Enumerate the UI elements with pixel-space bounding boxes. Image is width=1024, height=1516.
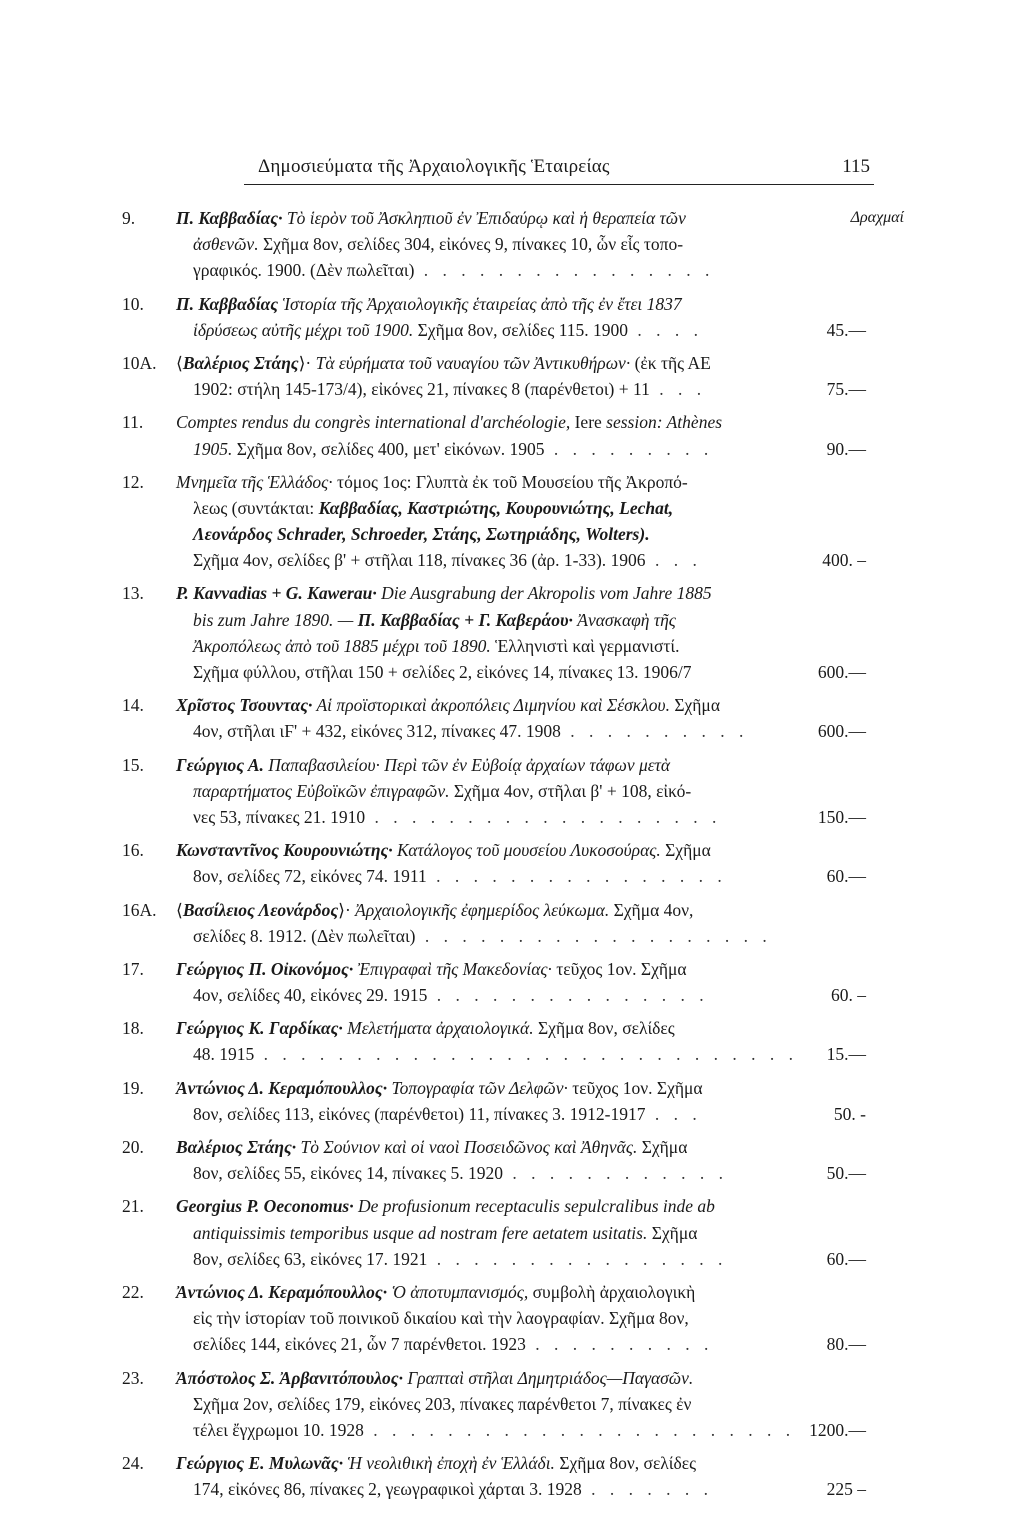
entry-spacer [0,343,1024,350]
price-value: 600.— [817,662,866,682]
entry-line [0,778,1024,804]
entry-line [0,1160,1024,1186]
entry-line [0,659,1024,685]
entry-text [193,547,702,573]
description-text: Σχῆμα [660,840,711,861]
entry-text [193,718,748,744]
dot-leader: . . . [645,1103,702,1124]
price-value: 60. – [831,985,866,1006]
entry-number: 23. [122,1367,144,1388]
entry-spacer [0,1008,1024,1015]
entry-text [176,897,693,923]
entry-line [0,1015,1024,1041]
description-text: εἰς τὴν ἱστορίαν τοῦ ποινικοῦ δικαίου καὶ τὴν λαογραφίαν. Σχῆμα 8ον, [193,1308,689,1329]
entry-text [176,1193,715,1219]
work-title: Ἡ νεολιθικὴ ἐποχὴ ἐν Ἑλλάδι. [343,1453,555,1474]
work-title: antiquissimis temporibus usque ad nostram fere aetatem usitatis. [193,1222,648,1243]
entry-spacer [0,890,1024,897]
description-text: Σχῆμα 8ον, σελίδες [533,1018,675,1039]
description-text: τέλει ἔγχρωμοι 10. 1928 [193,1419,364,1440]
entry-line [0,1417,1024,1443]
entry-spacer [0,1272,1024,1279]
entry-line [0,231,1024,257]
author-name: Γεώργιος Α. [176,754,264,775]
entry-text [193,607,676,633]
price-value: 150.— [817,806,866,827]
dot-leader: . . . . . . . . . . . . . . . . [426,866,727,887]
entry-line [0,837,1024,863]
dot-leader: . . . . . . . . . . [525,1334,714,1355]
description-text: 4ον, σελίδες 40, εἰκόνες 29. 1915 [193,985,428,1006]
publication-entry [0,580,1024,692]
price-value: 80.— [826,1334,866,1355]
entry-number: 10. [122,293,144,314]
author-name: Ἀντώνιος Δ. Κεραμόπουλλος· [176,1281,388,1302]
entry-line [0,752,1024,778]
entry-spacer [0,1443,1024,1450]
publication-entry [0,1134,1024,1193]
entry-line [0,436,1024,462]
entry-text [193,1246,727,1272]
price-value: 50.— [826,1163,866,1184]
entry-line [0,580,1024,606]
entry-text [176,291,682,317]
price-value: 600.— [817,721,866,742]
dot-leader: . . . . . . . . . . . . . . . . [427,1248,728,1269]
entry-number: 15. [122,754,144,775]
price-value: 75.— [826,379,866,400]
publication-entry [0,1365,1024,1451]
description-text: ⟩· [338,899,351,920]
publication-entry [0,837,1024,896]
entry-number: 12. [122,471,144,492]
entry-text [193,778,691,804]
work-title: 1905. [193,438,233,459]
dot-leader: . . . . . . . . . . . . . . . . [414,260,715,281]
entry-text [193,1305,689,1331]
entry-spacer [0,402,1024,409]
entry-number: 18. [122,1018,144,1039]
entry-line [0,607,1024,633]
work-title: ἀσθενῶν. [193,234,259,255]
work-title: Μνημεῖα τῆς Ἑλλάδος· [176,471,333,492]
entry-line [0,350,1024,376]
description-text: Σχῆμα 8ον, σελίδες 115. 1900 [413,319,629,340]
entry-line [0,1331,1024,1357]
entry-text [193,1220,697,1246]
entry-text [176,1015,675,1041]
dot-leader: . . . . . . . . . [544,438,714,459]
description-text: σελίδες 144, εἰκόνες 21, ὧν 7 παρένθετοι. 1923 [193,1334,526,1355]
dot-leader: . . . . [628,319,704,340]
entry-spacer [0,1502,1024,1509]
entry-line [0,495,1024,521]
price-value: 50. - [833,1103,866,1124]
description-text: 8ον, σελίδες 72, εἰκόνες 74. 1911 [193,866,427,887]
description-text: ⟨ [176,899,183,920]
price-value: 90.— [826,438,866,459]
entry-text [193,436,713,462]
description-text: (ἐκ τῆς ΑΕ [630,352,711,373]
entry-number: 10Α. [122,352,157,373]
publication-list [0,205,1024,1509]
publication-entry [0,409,1024,468]
entry-line [0,1193,1024,1219]
entry-text [193,521,650,547]
entry-text [193,1101,702,1127]
entry-text [193,1041,798,1067]
author-name: Βαλέριος Στάης· [176,1137,297,1157]
description-text: 1902: στήλη 145-173/4), εἰκόνες 21, πίνακες 8 (παρένθετοι) + 11 [193,379,650,400]
price-value: 60.— [826,1248,866,1269]
entry-line [0,804,1024,830]
entry-text [176,1450,696,1476]
entry-line [0,409,1024,435]
work-title: Τοπογραφία τῶν Δελφῶν· [387,1077,568,1098]
description-text: τεῦχος 1ον. Σχῆμα [551,958,687,979]
entry-line [0,257,1024,283]
description-text: Σχῆμα 4ον, [609,899,694,920]
running-title: Δημοσιεύματα τῆς Ἀρχαιολογικῆς Ἑταιρείας [258,156,610,177]
entry-line [0,291,1024,317]
entry-line [0,1279,1024,1305]
description-text: σελίδες 8. 1912. (Δὲν πωλεῖται) [193,925,416,946]
publication-entry [0,692,1024,751]
entry-text [176,1075,703,1101]
entry-text [176,409,722,435]
entry-text [176,956,687,982]
description-text: Σχῆμα 8ον, σελίδες 304, εἰκόνες 9, πίνακες 10, ὧν εἷς τοπο- [258,234,684,255]
description-text: Σχῆμα 4ον, σελίδες β' + στῆλαι 118, πίνακες 36 (ἀρ. 1-33). 1906 [193,550,646,571]
entry-line [0,205,1024,231]
price-value: 225 – [826,1479,866,1500]
description-text: Σχῆμα [647,1222,698,1243]
description-text: τεῦχος 1ον. Σχῆμα [567,1077,703,1098]
description-text: Σχῆμα [637,1137,688,1157]
entry-number: 16Α. [122,899,157,920]
entry-text [193,257,714,283]
entry-text [176,350,711,376]
entry-text [193,863,727,889]
entry-line [0,376,1024,402]
entry-line [0,863,1024,889]
entry-line [0,1365,1024,1391]
author-name: Καββαδίας, Καστριώτης, Κουρουνιώτης, Lechat, [318,497,674,518]
currency-label: Δραχμαί [850,209,904,226]
description-text: Ἑλληνιστὶ καὶ γερμανιστί. [490,635,680,656]
work-title: Κατάλογος τοῦ μουσείου Λυκοσούρας. [392,840,661,861]
publication-entry [0,956,1024,1015]
dot-leader: . . . . . . . . . . . . . . . [427,985,709,1006]
description-text: 8ον, σελίδες 63, εἰκόνες 17. 1921 [193,1248,428,1269]
author-name: Π. Καββαδίας· [176,208,283,228]
entry-spacer [0,284,1024,291]
entry-line [0,1246,1024,1272]
entry-text [193,1331,713,1357]
entry-text [193,1417,795,1443]
entry-number: 17. [122,958,144,979]
entry-number: 20. [122,1137,144,1157]
entry-text [193,1160,728,1186]
work-title: ἱδρύσεως αὐτῆς μέχρι τοῦ 1900. [193,319,414,340]
entry-number: 24. [122,1453,144,1474]
entry-line [0,982,1024,1008]
entry-line [0,633,1024,659]
entry-number: 16. [122,840,144,861]
work-title: Ἀρχαιολογικῆς ἐφημερίδος λεύκωμα. [350,899,610,920]
description-text: Σχῆμα 8ον, σελίδες [554,1453,697,1474]
entry-text [193,804,721,830]
author-name: Ἀντώνιος Δ. Κεραμόπουλλος· [176,1077,388,1098]
header-rule [244,184,874,185]
entry-spacer [0,745,1024,752]
work-title: Αἱ προϊστορικαὶ ἀκροπόλεις Διμηνίου καὶ Σέσκλου. [312,695,670,716]
entry-text [176,1134,687,1160]
description-text: ⟨ [176,352,183,373]
entry-text [193,982,709,1008]
entry-spacer [0,1068,1024,1075]
work-title: bis zum Jahre 1890. — [193,609,358,630]
entry-text [176,205,686,231]
description-text: 8ον, σελίδες 55, εἰκόνες 14, πίνακες 5. 1920 [193,1163,503,1184]
publication-entry [0,1075,1024,1134]
description-text: συμβολὴ ἀρχαιολογικὴ [528,1281,696,1302]
dot-leader: . . . [649,379,707,400]
price-value: 1200.— [809,1419,866,1440]
entry-spacer [0,1186,1024,1193]
entry-number: 19. [122,1077,144,1098]
author-name: Βαλέριος Στάης [182,352,299,373]
entry-line [0,1450,1024,1476]
description-text: λεως (συντάκται: [193,497,319,518]
entry-spacer [0,573,1024,580]
publication-entry [0,1450,1024,1509]
description-text: Iere [570,412,607,433]
entry-text [193,376,706,402]
entry-text [193,1391,691,1417]
entry-text [193,1476,713,1502]
entry-line [0,1134,1024,1160]
publication-entry [0,897,1024,956]
entry-spacer [0,1358,1024,1365]
dot-leader: . . . . . . . [581,1479,713,1500]
work-title: Ἐπιγραφαὶ τῆς Μακεδονίας· [353,958,552,979]
work-title: Comptes rendus du congrès international d'archéologie, [176,412,571,433]
entry-text [176,752,670,778]
price-value: 15.— [826,1044,866,1065]
entry-text [193,495,673,521]
author-name: Π. Καββαδίας + Γ. Καβεράου· [357,609,573,630]
entry-line [0,521,1024,547]
publication-entry [0,469,1024,581]
entry-text [176,469,688,495]
entry-number: 21. [122,1196,144,1217]
entry-line [0,1476,1024,1502]
author-name: Κωνσταντῖνος Κουρουνιώτης· [176,840,393,861]
entry-line [0,897,1024,923]
publication-entry [0,1279,1024,1365]
author-name: Georgius P. Oeconomus· [176,1196,354,1217]
entry-line [0,1041,1024,1067]
entry-line [0,923,1024,949]
entry-line [0,956,1024,982]
author-name: Π. Καββαδίας [176,293,279,314]
dot-leader: . . . . . . . . . . . . [502,1163,728,1184]
description-text: τόμος 1ος: Γλυπτὰ ἐκ τοῦ Μουσείου τῆς Ἀκροπό- [332,471,688,492]
work-title: Die Ausgrabung der Akropolis vom Jahre 1885 [376,583,712,604]
work-title: Ἀκροπόλεως ἀπὸ τοῦ 1885 μέχρι τοῦ 1890. [193,635,491,656]
description-text: 8ον, σελίδες 113, εἰκόνες (παρένθετοι) 11, πίνακες 3. 1912-1917 [193,1103,646,1124]
price-value: 400. – [822,550,866,571]
description-text: Σχῆμα 2ον, σελίδες 179, εἰκόνες 203, πίνακες παρένθετοι 7, πίνακες ἐν [193,1393,692,1414]
entry-number: 13. [122,583,144,604]
entry-text [193,923,772,949]
entry-line [0,317,1024,343]
author-name: Λεονάρδος Schrader, Schroeder, Στάης, Σωτηριάδης, Wolters). [193,524,650,545]
entry-line [0,1075,1024,1101]
work-title: Γραπταὶ στῆλαι Δημητριάδος—Παγασῶν. [402,1367,694,1388]
description-text: Σχῆμα [669,695,720,716]
description-text: Σχῆμα φύλλου, στῆλαι 150 + σελίδες 2, εἰκόνες 14, πίνακες 13. 1906/7 [193,662,692,682]
description-text: 174, εἰκόνες 86, πίνακες 2, γεωγραφικοὶ χάρται 3. 1928 [193,1479,582,1500]
dot-leader: . . . . . . . . . . . . . . . . . . . . . . . [363,1419,796,1440]
author-name: Γεώργιος Π. Οἰκονόμος· [176,958,354,979]
description-text: νες 53, πίνακες 21. 1910 [193,806,366,827]
entry-spacer [0,462,1024,469]
work-title: Τὰ εὑρήματα τοῦ ναυαγίου τῶν Ἀντικυθήρων· [311,352,631,373]
work-title: session: Athènes [606,412,723,433]
entry-number: 14. [122,695,144,716]
work-title: De profusionum receptaculis sepulcralibus inde ab [353,1196,715,1217]
entry-text [193,231,683,257]
description-text: γραφικός. 1900. (Δὲν πωλεῖται) [193,260,415,281]
dot-leader: . . . . . . . . . . . . . . . . . . . [365,806,722,827]
author-name: Ἀπόστολος Σ. Ἀρβανιτόπουλος· [176,1367,403,1388]
entry-line [0,1220,1024,1246]
entry-text [193,317,703,343]
entry-spacer [0,685,1024,692]
dot-leader: . . . . . . . . . . . . . . . . . . . [415,925,772,946]
price-value: 45.— [826,319,866,340]
publication-entry [0,291,1024,350]
entry-text [193,633,680,659]
entry-number: 11. [122,412,144,433]
entry-text [176,1279,695,1305]
description-text: Σχῆμα 4ον, στῆλαι β' + 108, εἰκό- [449,780,692,801]
entry-line [0,718,1024,744]
entry-spacer [0,830,1024,837]
entry-text [193,659,692,685]
dot-leader: . . . . . . . . . . . . . . . . . . . . . . . . . . . . . [254,1044,798,1065]
description-text: Σχῆμα 8ον, σελίδες 400, μετ' εἰκόνων. 1905 [232,438,545,459]
work-title: Παπαβασιλείου· Περὶ τῶν ἐν Εὐβοίᾳ ἀρχαίων τάφων μετὰ [263,754,671,775]
author-name: Γεώργιος Κ. Γαρδίκας· [176,1018,343,1039]
work-title: Ὁ ἀποτυμπανισμός, [387,1281,529,1302]
work-title: Μελετήματα ἀρχαιολογικά. [342,1018,534,1039]
entry-number: 22. [122,1281,144,1302]
publication-entry [0,1193,1024,1279]
entry-text [176,837,711,863]
work-title: Τὸ ἱερὸν τοῦ Ἀσκληπιοῦ ἐν Ἐπιδαύρῳ καὶ ἡ θεραπεία τῶν [282,208,686,228]
entry-spacer [0,949,1024,956]
dot-leader: . . . . . . . . . . [560,721,749,742]
entry-line [0,1391,1024,1417]
entry-line [0,1305,1024,1331]
entry-text [176,692,720,718]
dot-leader: . . . [645,550,702,571]
author-name: Βασίλειος Λεονάρδος [182,899,339,920]
work-title: Ἱστορία τῆς Ἀρχαιολογικῆς ἑταιρείας ἀπὸ τῆς ἐν ἔτει 1837 [278,293,682,314]
entry-line [0,1101,1024,1127]
entry-text [176,580,712,606]
author-name: P. Kavvadias + G. Kawerau· [176,583,377,604]
description-text: 4ον, στῆλαι ιϜ' + 432, εἰκόνες 312, πίνακες 47. 1908 [193,721,561,742]
work-title: Τὸ Σούνιον καὶ οἱ ναοὶ Ποσειδῶνος καὶ Ἀθηνᾶς. [296,1137,638,1157]
work-title: Ἀνασκαφὴ τῆς [572,609,676,630]
description-text: ⟩· [298,352,312,373]
author-name: Γεώργιος Ε. Μυλωνᾶς· [176,1453,344,1474]
price-value: 60.— [826,866,866,887]
entry-number: 9. [122,208,136,228]
entry-line [0,469,1024,495]
author-name: Χρῖστος Τσουντας· [176,695,313,716]
page-number: 115 [842,156,870,177]
entry-line [0,547,1024,573]
work-title: παραρτήματος Εὐβοϊκῶν ἐπιγραφῶν. [193,780,450,801]
description-text: 48. 1915 [193,1044,255,1065]
publication-entry [0,1015,1024,1074]
entry-spacer [0,1127,1024,1134]
publication-entry [0,205,1024,291]
entry-line [0,692,1024,718]
publication-entry [0,752,1024,838]
publication-entry [0,350,1024,409]
entry-text [176,1365,693,1391]
